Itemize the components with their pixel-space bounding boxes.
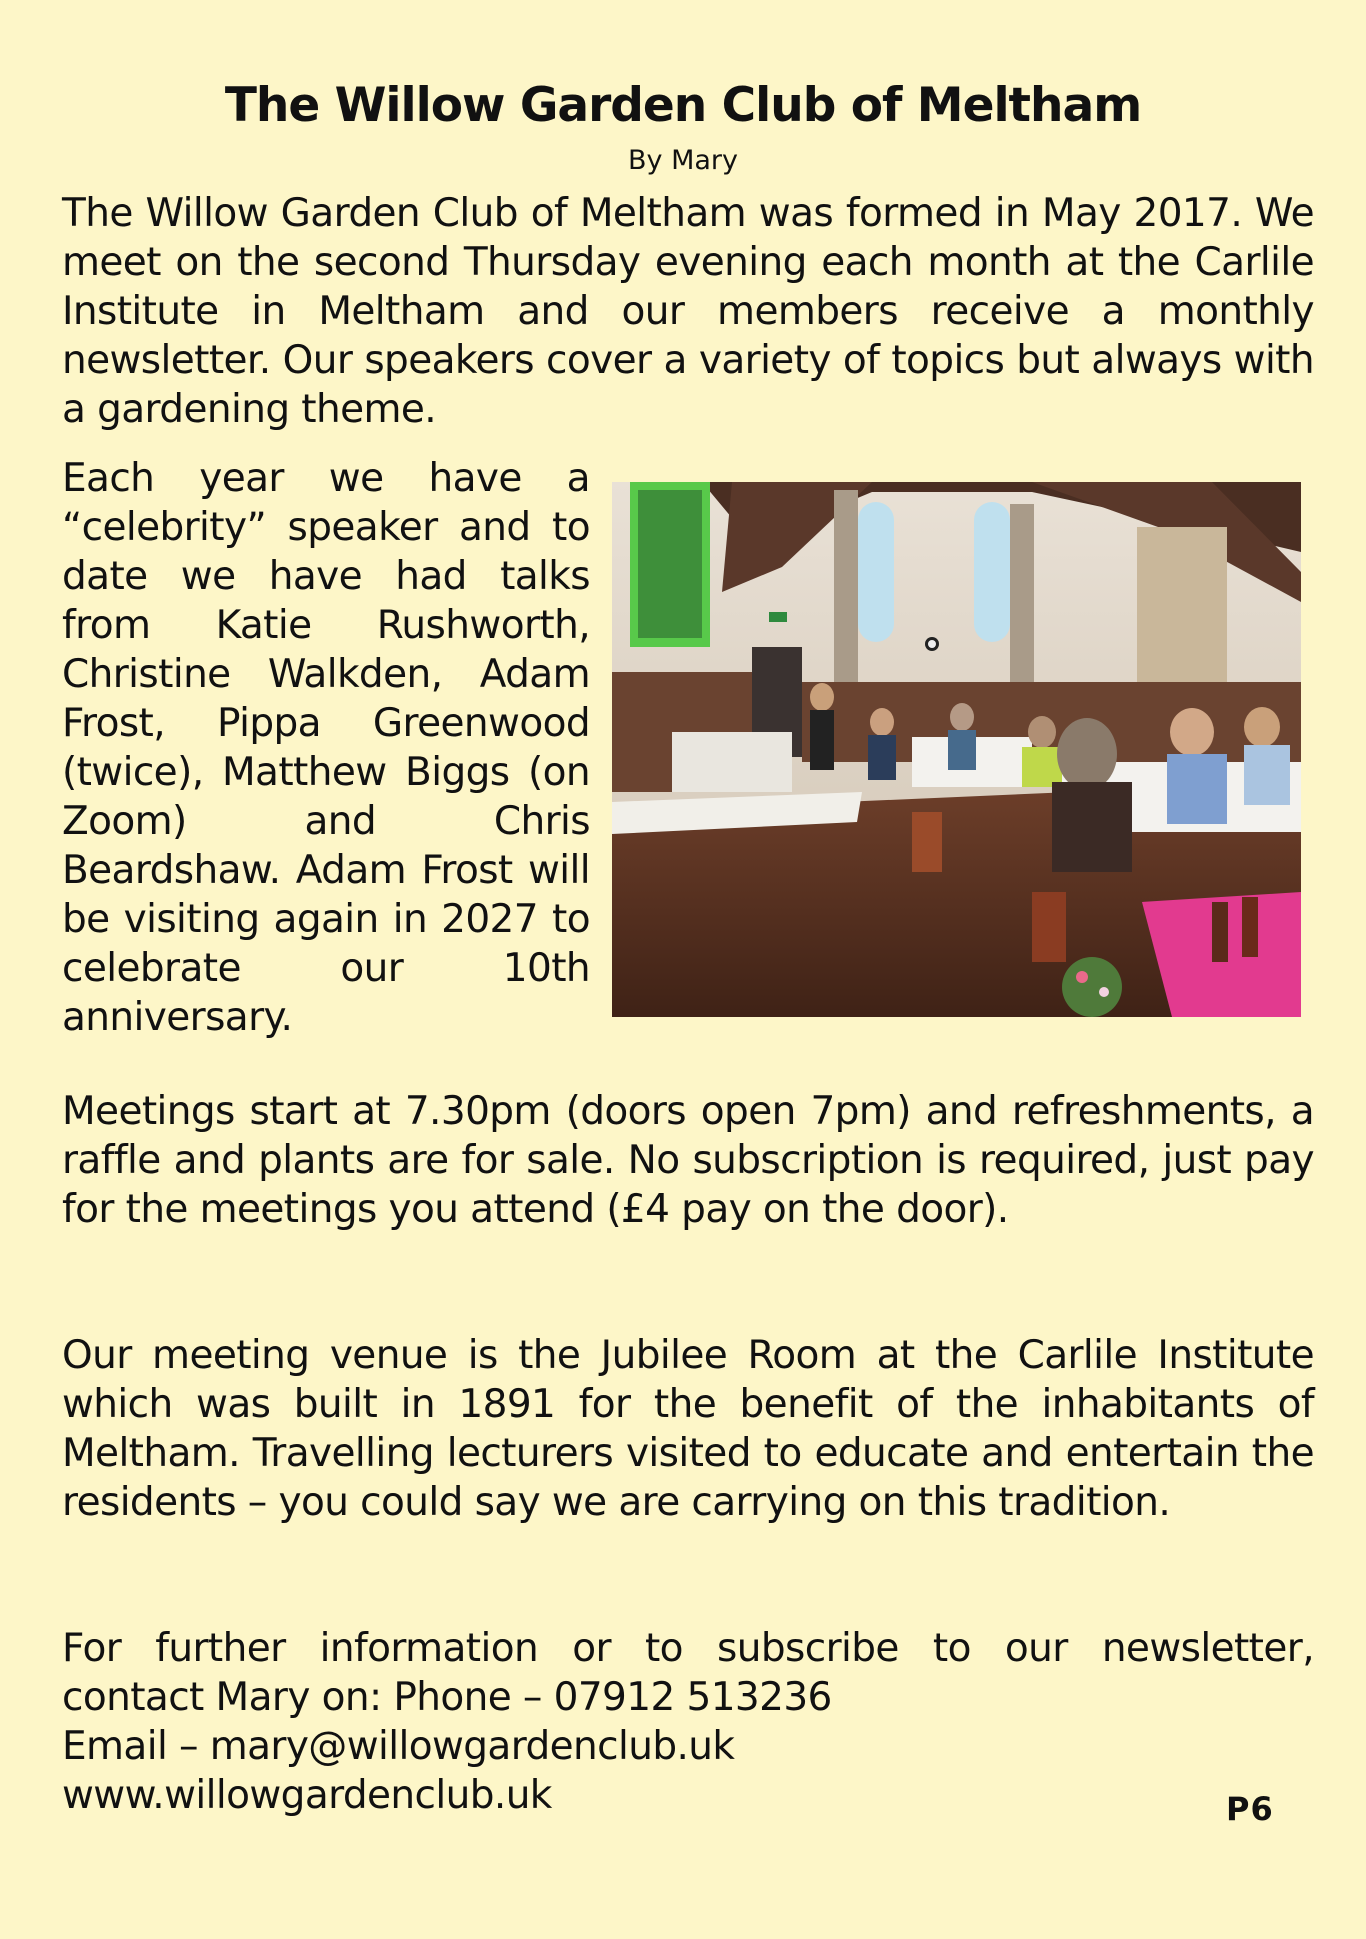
speakers-paragraph: Each year we have a “celebrity” speaker and to date we have had talks from Katie Rushworth, Christine Walkden, Adam Frost, Pippa Greenwood (twice), Matthew Biggs (on Zoom) and Chris Beardshaw. Adam Frost will be visiting again in 2027 to celebrate our 10th anniversary. — [62, 456, 590, 1040]
contact-block — [62, 1624, 1314, 1820]
contact-line-1: For further information or to subscribe to our newsletter, — [62, 1626, 1314, 1671]
contact-email[interactable]: Email – mary@willowgardenclub.uk — [62, 1724, 735, 1769]
venue-paragraph: Our meeting venue is the Jubilee Room at the Carlile Institute which was built in 1891 for the benefit of the inhabitants of Meltham. Travelling lecturers visited to educate and entertain the residents – you could say we are carrying on this tradition. — [62, 1333, 1314, 1525]
article-title: The Willow Garden Club of Meltham — [224, 78, 1142, 133]
article-byline: By Mary — [627, 145, 738, 176]
meetings-paragraph: Meetings start at 7.30pm (doors open 7pm) and refreshments, a raffle and plants are for sale. No subscription is required, just pay for the meetings you attend (£4 pay on the door). — [62, 1089, 1314, 1232]
meeting-hall-photo — [612, 482, 1301, 1017]
contact-website[interactable]: www.willowgardenclub.uk — [62, 1773, 552, 1818]
intro-paragraph: The Willow Garden Club of Meltham was formed in May 2017. We meet on the second Thursday evening each month at the Carlile Institute in Meltham and our members receive a monthly newsletter. Our speakers cover a variety of topics but always with a gardening theme. — [62, 191, 1314, 432]
page-number: P6 — [1226, 1790, 1274, 1828]
contact-phone: contact Mary on: Phone – 07912 513236 — [62, 1675, 832, 1720]
